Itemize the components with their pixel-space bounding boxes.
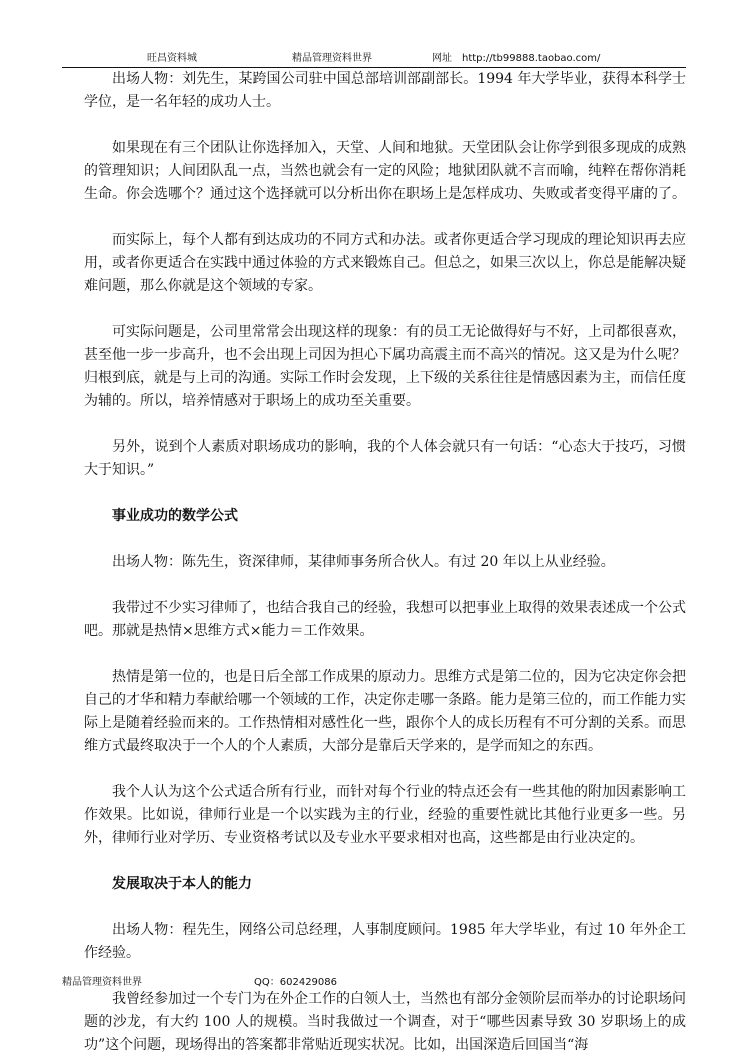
- paragraph-4: 可实际问题是，公司里常常会出现这样的现象：有的员工无论做得好与不好，上司都很喜欢，甚至他一步一步高升，也不会出现上司因为担心下属功高震主而不高兴的情况。这又是为什么呢？归根到底，就是与上司的沟通。实际工作时会发现，上下级的关系往往是情感因素为主，而信任度为辅的。所以，培养情感对于职场上的成功至关重要。: [84, 324, 686, 409]
- paragraph-gap: [84, 896, 686, 919]
- paragraph-11: 我曾经参加过一个专门为在外企工作的白领人士，当然也有部分金领阶层而举办的讨论职场问题的沙龙，有大约 100 人的规模。当时我做过一个调查，对于“哪些因素导致 30 岁职场上的成功”这个问题，现场得出的答案都非常贴近现实状况。比如，出国深造后回国当“海: [84, 991, 686, 1053]
- paragraph-6: 出场人物：陈先生，资深律师，某律师事务所合伙人。有过 20 年以上从业经验。: [112, 554, 615, 570]
- paragraph-9: 我个人认为这个公式适合所有行业，而针对每个行业的特点还会有一些其他的附加因素影响工作效果。比如说，律师行业是一个以实践为主的行业，经验的重要性就比其他行业更多一些。另外，律师行业对学历、专业资格考试以及专业水平要求相对也高，这些都是由行业决定的。: [84, 784, 686, 846]
- header-url: 网址 http://tb99888.taobao.com/: [432, 53, 601, 64]
- paragraph-gap: [84, 482, 686, 505]
- document-body: [84, 68, 686, 1057]
- section-heading-2: 发展取决于本人的能力: [112, 876, 252, 892]
- paragraph-3: 而实际上，每个人都有到达成功的不同方式和办法。或者你更适合学习现成的理论知识再去应用，或者你更适合在实践中通过体验的方式来锻炼自己。但总之，如果三次以上，你总是能解决疑难问题，那么你就是这个领域的专家。: [84, 232, 686, 294]
- paragraph-10: 出场人物：程先生，网络公司总经理，人事制度顾问。1985 年大学毕业，有过 10 年外企工作经验。: [84, 922, 686, 961]
- footer-qq: QQ：602429086: [254, 977, 338, 988]
- paragraph-8: 热情是第一位的，也是日后全部工作成果的原动力。思维方式是第二位的，因为它决定你会把自己的才华和精力奉献给哪一个领域的工作，决定你走哪一条路。能力是第三位的，而工作能力实际上是随着经验而来的。工作热情相对感性化一些，跟你个人的成长历程有不可分割的关系。而思维方式最终取决于一个人的个人素质，大部分是靠后天学来的，是学而知之的东西。: [84, 669, 686, 754]
- paragraph-gap: [84, 758, 686, 781]
- header-site-name: 旺昌资料城: [147, 53, 197, 64]
- section-heading-1: 事业成功的数学公式: [112, 508, 238, 524]
- paragraph-gap: [84, 850, 686, 873]
- paragraph-gap: [84, 206, 686, 229]
- paragraph-gap: [84, 298, 686, 321]
- paragraph-2: 如果现在有三个团队让你选择加入，天堂、人间和地狱。天堂团队会让你学到很多现成的成熟的管理知识；人间团队乱一点，当然也就会有一定的风险；地狱团队就不言而喻，纯粹在帮你消耗生命。你会选哪个？通过这个选择就可以分析出你在职场上是怎样成功、失败或者变得平庸的了。: [84, 140, 686, 202]
- paragraph-1: 出场人物：刘先生，某跨国公司驻中国总部培训部副部长。1994 年大学毕业，获得本科学士学位，是一名年轻的成功人士。: [84, 71, 686, 110]
- paragraph-gap: [84, 114, 686, 137]
- paragraph-7: 我带过不少实习律师了，也结合我自己的经验，我想可以把事业上取得的效果表述成一个公式吧。那就是热情×思维方式×能力＝工作效果。: [84, 600, 686, 639]
- paragraph-gap: [84, 413, 686, 436]
- page-footer: [62, 977, 686, 991]
- paragraph-gap: [84, 574, 686, 597]
- header-world-name: 精品管理资料世界: [292, 53, 372, 64]
- paragraph-5: 另外，说到个人素质对职场成功的影响，我的个人体会就只有一句话：“心态大于技巧，习惯大于知识。”: [84, 439, 686, 478]
- paragraph-gap: [84, 643, 686, 666]
- paragraph-gap: [84, 528, 686, 551]
- footer-site-name: 精品管理资料世界: [62, 977, 142, 988]
- page-header: [62, 53, 686, 68]
